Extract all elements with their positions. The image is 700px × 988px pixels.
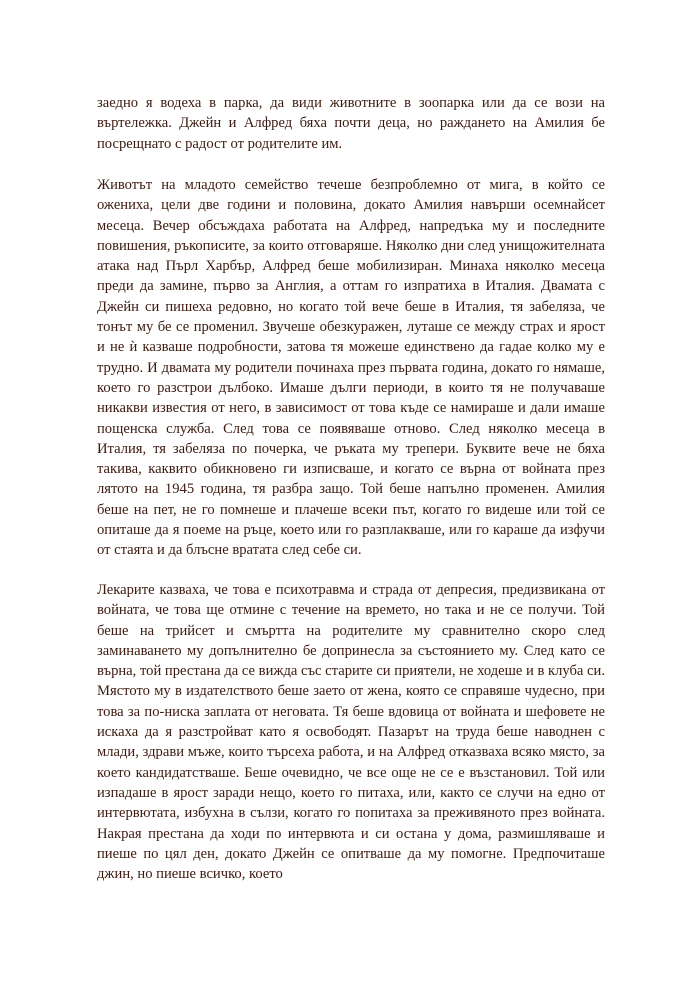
paragraph-1: заедно я водеха в парка, да види животните в зоопарка или да се вози на въртележка. Джейн и Алфред бяха почти деца, но раждането на Амилия бе посрещнато с радост от родителите им. [97, 95, 605, 152]
paragraph-3: Лекарите казваха, че това е психотравма и страда от депресия, предизвикана от войната, че това ще отмине с течение на времето, но така и не се получи. Той беше на трийсет и смъртта на родителите му сравнително скоро след заминаването му допълнително бе допринесла за състоянието му. След като се върна, той престана да се вижда със старите си приятели, не ходеше и в клуба си. Мястото му в издателството беше заето от жена, която се справяше чудесно, при това за по-ниска заплата от неговата. Тя беше вдовица от войната и шефовете не искаха да я разстройват като я освободят. Пазарът на труда беше наводнен с млади, здрави мъже, които търсеха работа, и на Алфред отказваха всяко място, за което кандидатстваше. Беше очевидно, че все още не се е възстановил. Той или изпадаше в ярост заради нещо, което го питаха, или, както се случи на едно от интервютата, избухна в сълзи, когато го попитаха за преживяното през войната. Накрая престана да ходи по интервюта и си остана у дома, размишляваше и пиеше по цял ден, докато Джейн се опитваше да му помогне. Предпочиташе джин, но пиеше всичко, което [97, 582, 605, 883]
paragraph-2: Животът на младото семейство течеше безпроблемно от мига, в който се ожениха, цели две години и половина, докато Амилия навърши осемнайсет месеца. Вечер обсъждаха работата на Алфред, напредъка му и последните повишения, ръкописите, за които отговаряше. Няколко дни след унищожителната атака над Пърл Харбър, Алфред беше мобилизиран. Минаха няколко месеца преди да замине, първо за Англия, а оттам го изпратиха в Италия. Двамата с Джейн си пишеха редовно, но когато той вече беше в Италия, тя забеляза, че тонът му бе се променил. Звучеше обезкуражен, луташе се между страх и ярост и не ѝ казваше подробности, затова тя можеше единствено да гадае колко му е трудно. И двамата му родители починаха през първата година, докато го нямаше, което го разстрои дълбоко. Имаше дълги периоди, в които тя не получаваше никакви известия от него, в зависимост от това къде се намираше и дали имаше пощенска служба. След това се появяваше отново. След няколко месеца в Италия, тя забеляза по почерка, че ръката му трепери. Буквите вече не бяха такива, каквито обикновено ги изписваше, и когато се върна от войната през лятото на 1945 година, тя разбра защо. Той беше напълно променен. Амилия беше на пет, не го помнеше и плачеше всеки път, когато го видеше или той се опиташе да я поеме на ръце, което или го разплакваше, или го караше да изфучи от стаята и да блъсне вратата след себе си. [97, 177, 605, 559]
